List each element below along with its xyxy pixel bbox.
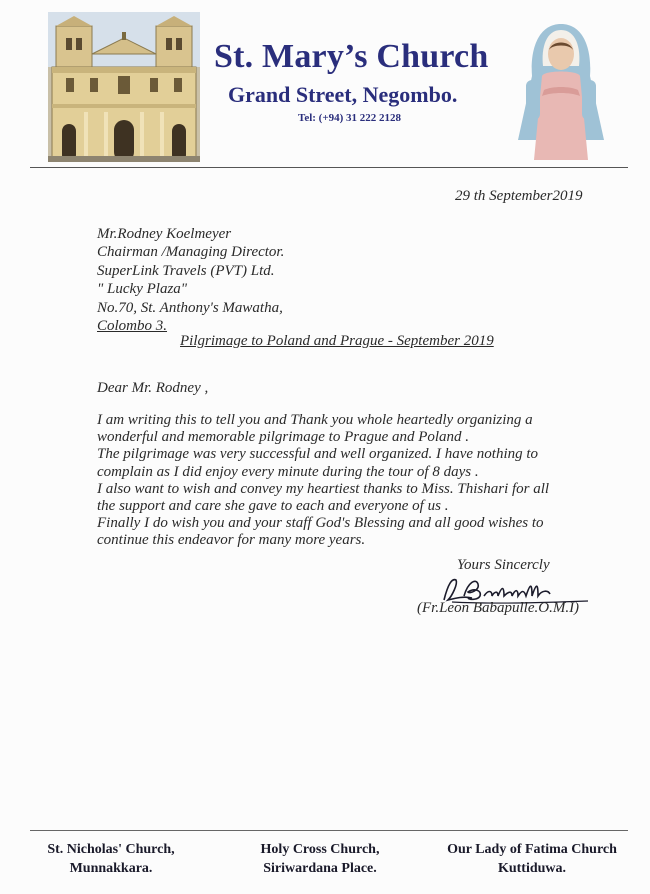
body-line: I also want to wish and convey my heartiest thanks to Miss. Thishari for all [97, 480, 550, 497]
footer-church-place: Munnakkara. [69, 861, 153, 876]
footer-church-name: St. Nicholas' Church, [47, 842, 175, 857]
footer-church-place: Kuttiduwa. [497, 861, 567, 876]
recipient-address [97, 225, 284, 335]
header-divider [30, 167, 628, 168]
virgin-mary-statue-icon [508, 20, 614, 160]
recipient-street: No.70, St. Anthony's Mawatha, [97, 299, 283, 316]
footer-church-3 [428, 840, 636, 878]
recipient-title: Chairman /Managing Director. [97, 244, 285, 261]
footer-church-1 [36, 840, 186, 878]
letter-date: 29 th September2019 [455, 188, 583, 204]
letterhead [0, 0, 650, 170]
recipient-name: Mr.Rodney Koelmeyer [97, 226, 232, 242]
footer-church-name: Holy Cross Church, [260, 842, 380, 857]
body-line: continue this endeavor for many more years. [97, 532, 366, 549]
body-line: the support and care she gave to each and everyone of us . [97, 498, 449, 515]
letter-subject: Pilgrimage to Poland and Prague - September 2019 [180, 333, 494, 349]
salutation: Dear Mr. Rodney , [97, 380, 209, 396]
church-telephone: Tel: (+94) 31 222 2128 [298, 112, 402, 124]
body-line: Finally I do wish you and your staff God's Blessing and all good wishes to [97, 515, 544, 532]
footer-church-name: Our Lady of Fatima Church [447, 842, 617, 857]
footer-church-place: Siriwardana Place. [263, 861, 377, 876]
body-line: complain as I did enjoy every minute during the tour of 8 days . [97, 463, 479, 480]
footer-divider [30, 830, 628, 831]
footer-church-2 [240, 840, 400, 878]
signer-name: (Fr.Leon Babapulle.O.M.I) [417, 600, 580, 616]
letter-body [97, 412, 597, 550]
closing: Yours Sincercly [457, 557, 550, 573]
body-line: The pilgrimage was very successful and well organized. I have nothing to [97, 446, 539, 463]
recipient-company: SuperLink Travels (PVT) Ltd. [97, 262, 275, 279]
body-line: I am writing this to tell you and Thank you whole heartedly organizing a [97, 412, 533, 428]
recipient-city: Colombo 3. [97, 318, 168, 335]
church-name: St. Mary’s Church [214, 38, 489, 75]
church-building-icon [48, 12, 200, 162]
recipient-building: " Lucky Plaza" [97, 281, 188, 298]
church-address: Grand Street, Negombo. [228, 82, 458, 107]
body-line: wonderful and memorable pilgrimage to Prague and Poland . [97, 429, 470, 446]
